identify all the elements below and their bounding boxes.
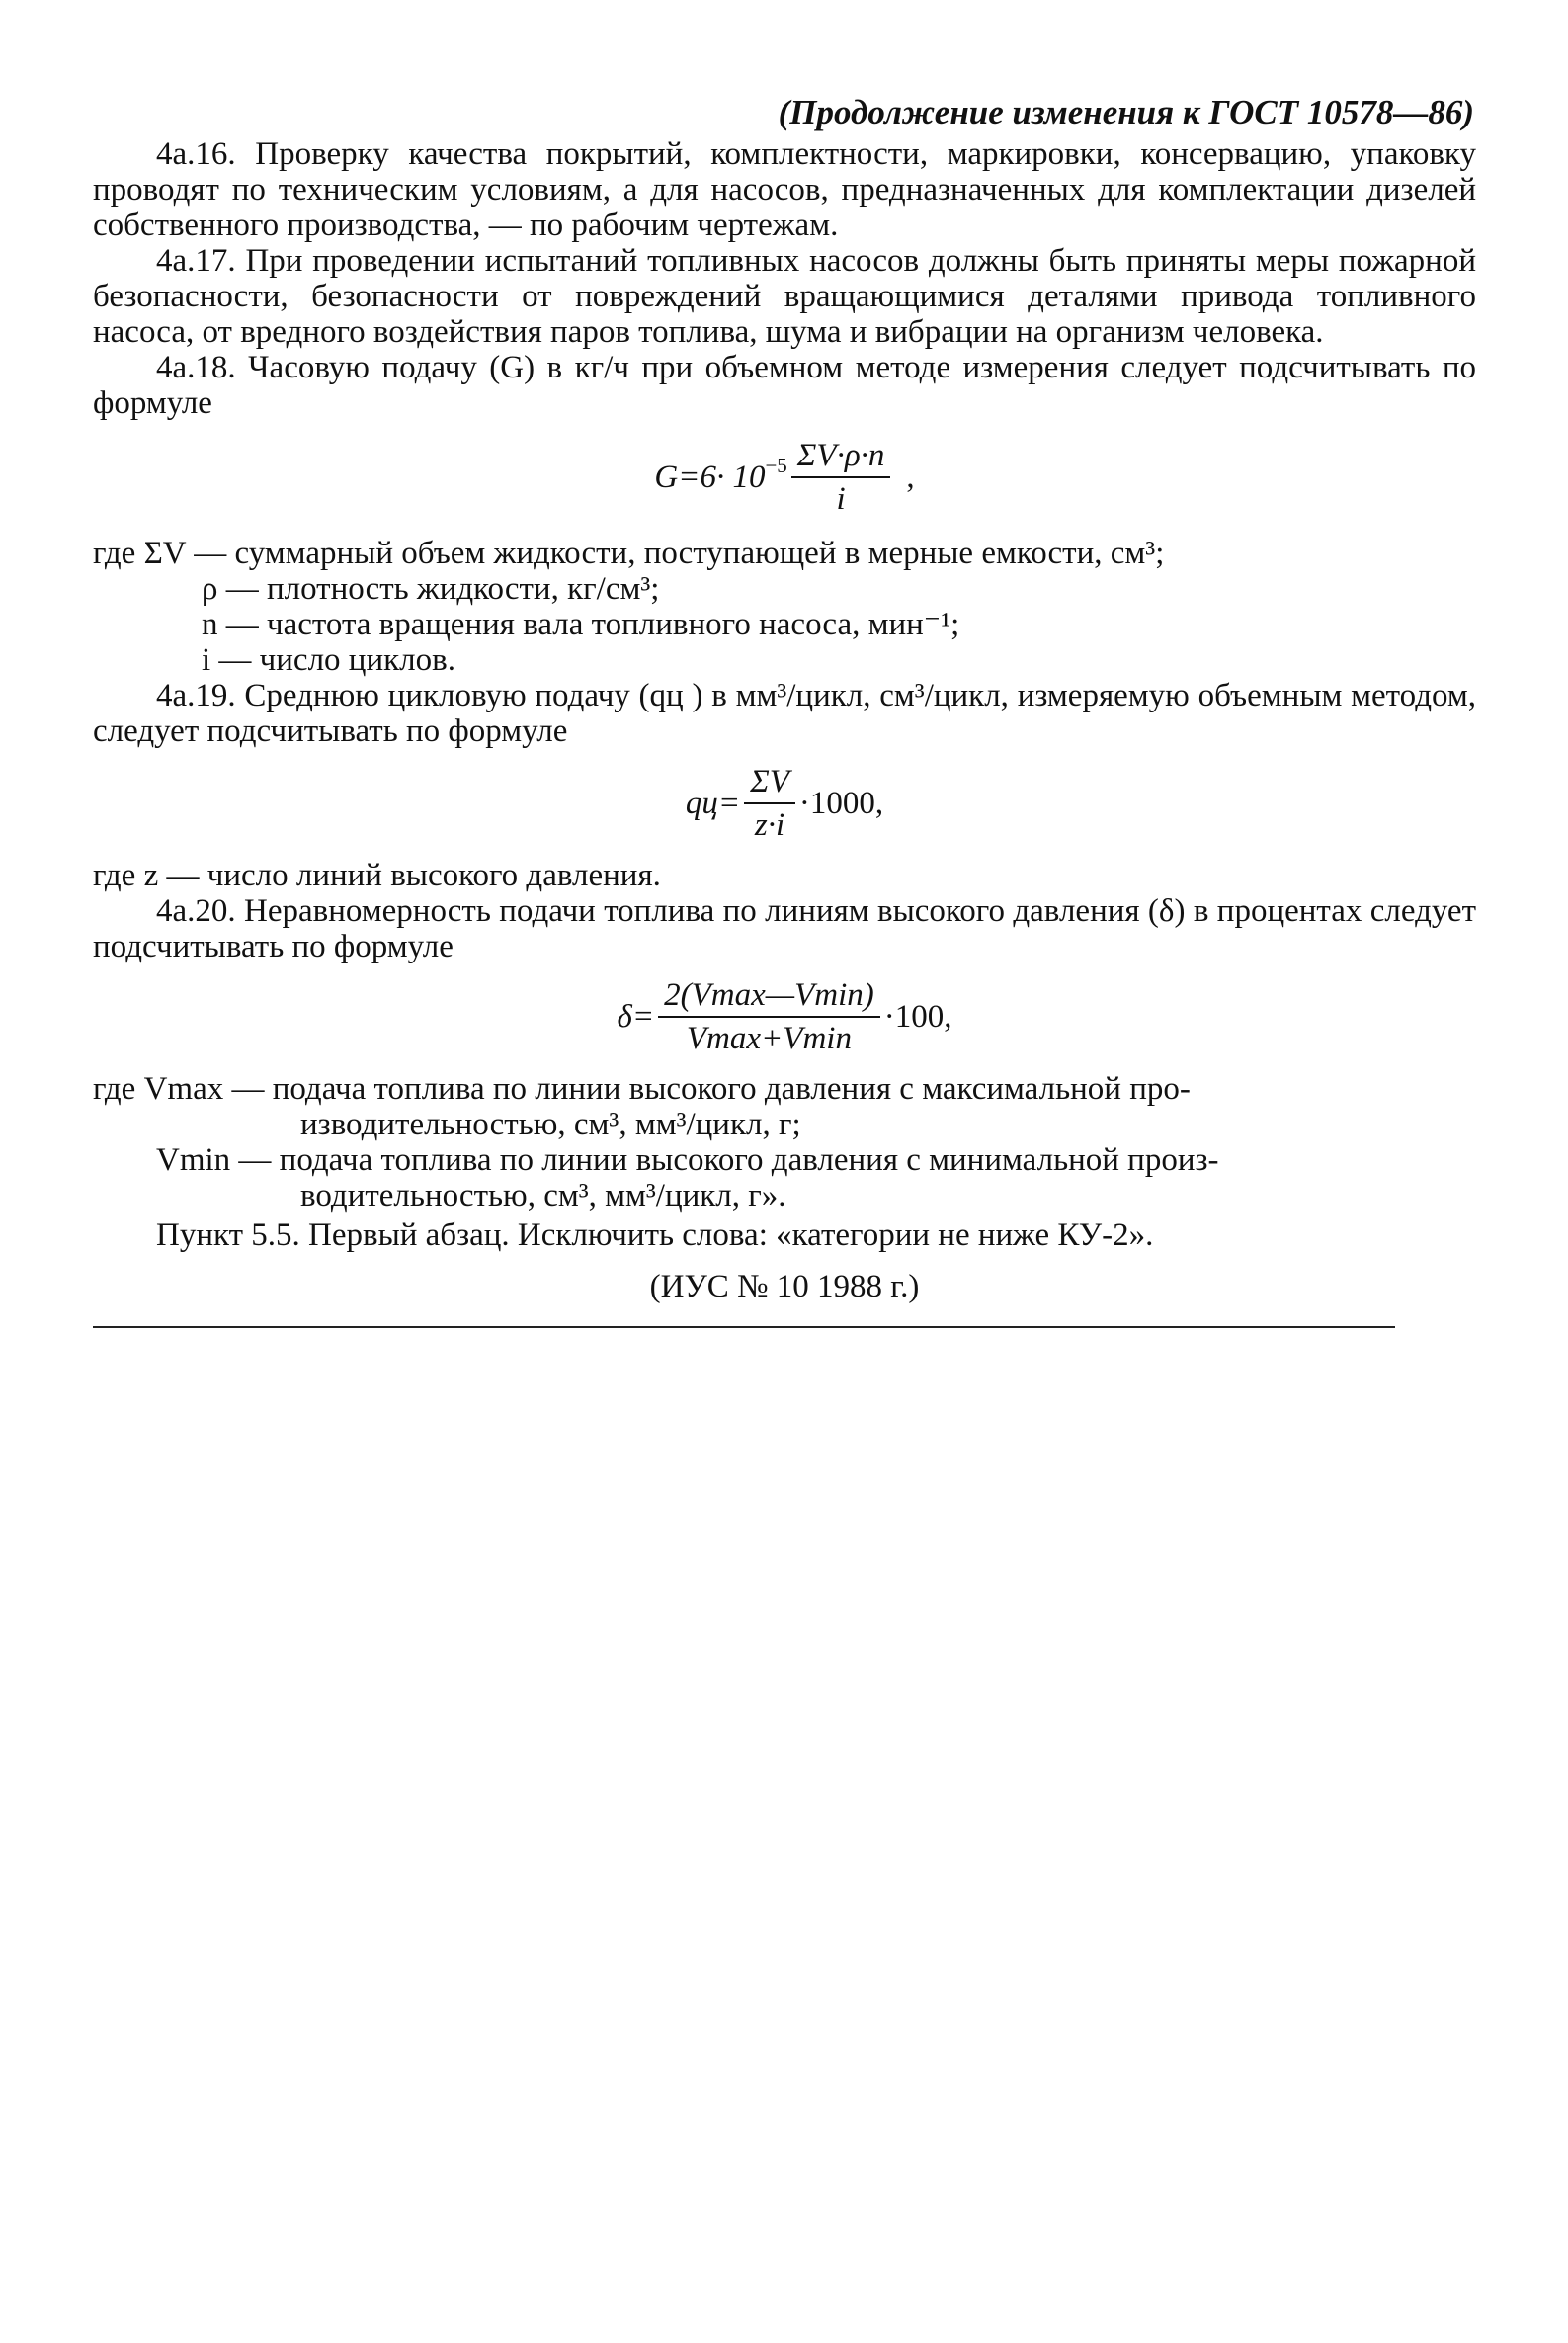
- formula-hourly-feed-fraction: [791, 437, 891, 518]
- formula-hourly-feed-tail: ,: [906, 460, 915, 495]
- definition-n: n — частота вращения вала топливного насоса, мин⁻¹;: [202, 607, 960, 642]
- definition-vmin-line2: водительностью, см³, мм³/цикл, г».: [300, 1178, 786, 1213]
- formula-nonuniformity-numerator: 2(Vmax—Vmin): [658, 976, 880, 1018]
- definition-vmin-line1: Vmin — подача топлива по линии высокого давления с минимальной произ-: [156, 1142, 1219, 1178]
- formula-nonuniformity-lhs: δ=: [617, 999, 655, 1035]
- document-page: [93, 95, 1476, 1304]
- formula-nonuniformity: [93, 976, 1476, 1057]
- definition-rho: ρ — плотность жидкости, кг/см³;: [202, 571, 660, 607]
- definition-vmax-line1: где Vmax — подача топлива по линии высокого давления с максимальной про-: [93, 1071, 1191, 1107]
- formula-cycle-feed-fraction: [744, 763, 795, 844]
- definition-i: i — число циклов.: [202, 642, 455, 678]
- definition-sum-v: где ΣV — суммарный объем жидкости, поступающей в мерные емкости, см³;: [93, 536, 1165, 571]
- formula-cycle-feed-lhs: qц=: [685, 786, 741, 821]
- formula-nonuniformity-denominator: Vmax+Vmin: [686, 1021, 852, 1056]
- paragraph-4a20: 4а.20. Неравномерность подачи топлива по линиям высокого давления (δ) в процентах следует подсчитывать по формуле: [93, 893, 1476, 964]
- bottom-rule: [93, 1326, 1395, 1328]
- formula-cycle-feed: [93, 763, 1476, 844]
- definition-vmax-line2: изводительностью, см³, мм³/цикл, г;: [300, 1107, 801, 1142]
- paragraph-4a18: 4а.18. Часовую подачу (G) в кг/ч при объемном методе измерения следует подсчитывать по формуле: [93, 350, 1476, 421]
- formula-hourly-feed-numerator: ΣV·ρ·n: [791, 437, 891, 478]
- formula-nonuniformity-fraction: [658, 976, 880, 1057]
- definition-z: где z — число линий высокого давления.: [93, 858, 661, 893]
- paragraph-4a16: 4а.16. Проверку качества покрытий, комплектности, маркировки, консервацию, упаковку проводят по техническим условиям, а для насосов, предназначенных для комплектации дизелей собственного производства, — по рабочим чертежам.: [93, 136, 1476, 243]
- paragraph-4a19: 4а.19. Среднюю цикловую подачу (qц ) в мм³/цикл, см³/цикл, измеряемую объемным методом, следует подсчитывать по формуле: [93, 678, 1476, 749]
- paragraph-5-5: Пункт 5.5. Первый абзац. Исключить слова: «категории не ниже КУ-2».: [156, 1217, 1154, 1253]
- formula-cycle-feed-denominator: z·i: [754, 807, 785, 843]
- formula-hourly-feed-denominator: i: [836, 481, 846, 517]
- document-header: (Продолжение изменения к ГОСТ 10578—86): [778, 93, 1474, 131]
- formula-nonuniformity-tail: ·100,: [883, 999, 952, 1035]
- source-reference: (ИУС № 10 1988 г.): [649, 1269, 920, 1304]
- formula-hourly-feed: G=6· 10 $^{-5}$ $\frac{\Sigma V\cdot\rho\cdot n}{i}$ ,: [654, 438, 915, 517]
- formula-hourly-feed-lhs: G=6· 10: [654, 460, 766, 495]
- definitions-hourly-feed: [93, 536, 1476, 678]
- formula-cycle-feed-numerator: ΣV: [744, 763, 795, 804]
- formula-cycle-feed-tail: ·1000,: [798, 786, 884, 821]
- paragraph-4a17: 4а.17. При проведении испытаний топливных насосов должны быть приняты меры пожарной безопасности, безопасности от повреждений вращающимися деталями привода топливного насоса, от вредного воздействия паров топлива, шума и вибрации на организм человека.: [93, 243, 1476, 350]
